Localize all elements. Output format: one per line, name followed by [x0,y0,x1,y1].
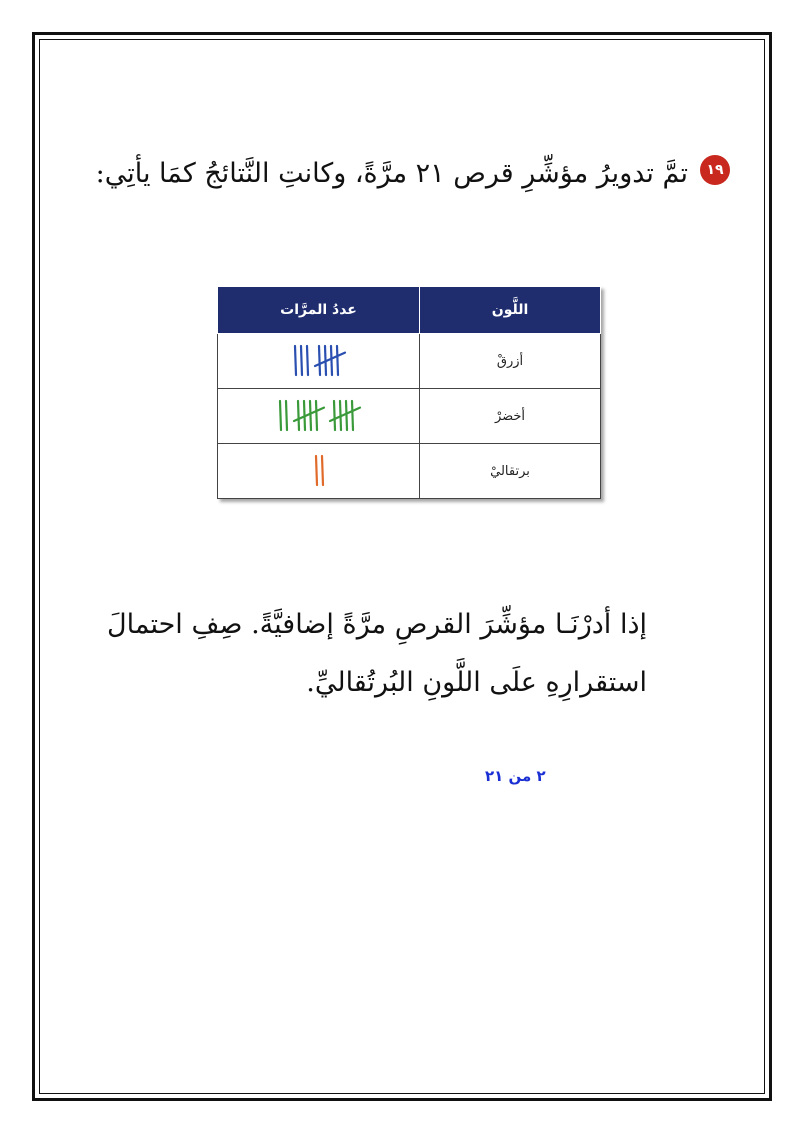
tally-stroke [298,401,299,430]
page-number: ٢ من ٢١ [485,767,546,785]
tally-stroke [334,401,335,430]
header-color: اللَّون [420,287,601,334]
tally-stroke [295,346,296,375]
question-text: تمَّ تدويرُ مؤشِّرِ قرص ٢١ مرَّةً، وكانتِ النَّتائجُ كمَا يأتِي: [95,158,688,189]
tally-stroke [280,401,281,430]
tally-stroke [307,346,308,375]
tally-marks-cell [218,444,420,499]
table-header-row [218,287,601,334]
tally-stroke [337,346,338,375]
table-row [218,334,601,389]
tally-marks-cell [218,334,420,389]
tally-stroke [322,456,323,485]
row-color-label: أخضرْ [420,389,601,444]
row-color-label: برتقاليْ [420,444,601,499]
question-part-2: إذا أدرْنَـا مؤشِّرَ القرصِ مرَّةً إضافيَّةً. صِفِ احتمالَ استقرارِهِ علَى اللَّونِ البُرتُقاليِّ. [107,609,647,698]
tally-table [217,286,601,499]
tally-stroke [310,401,311,430]
header-count: عددُ المرَّات [218,287,420,334]
tally-stroke [316,401,317,430]
tally-stroke [286,401,287,430]
table-row [218,389,601,444]
tally-stroke [319,346,320,375]
tally-stroke [346,401,347,430]
tally-marks [291,343,347,379]
tally-stroke [316,456,317,485]
tally-marks [276,398,362,434]
tally-stroke [331,346,332,375]
tally-stroke [301,346,302,375]
question-number-badge: ١٩ [700,155,730,185]
tally-marks [312,453,326,489]
tally-stroke [352,401,353,430]
row-color-label: أزرقْ [420,334,601,389]
tally-marks-cell [218,389,420,444]
table-row [218,444,601,499]
